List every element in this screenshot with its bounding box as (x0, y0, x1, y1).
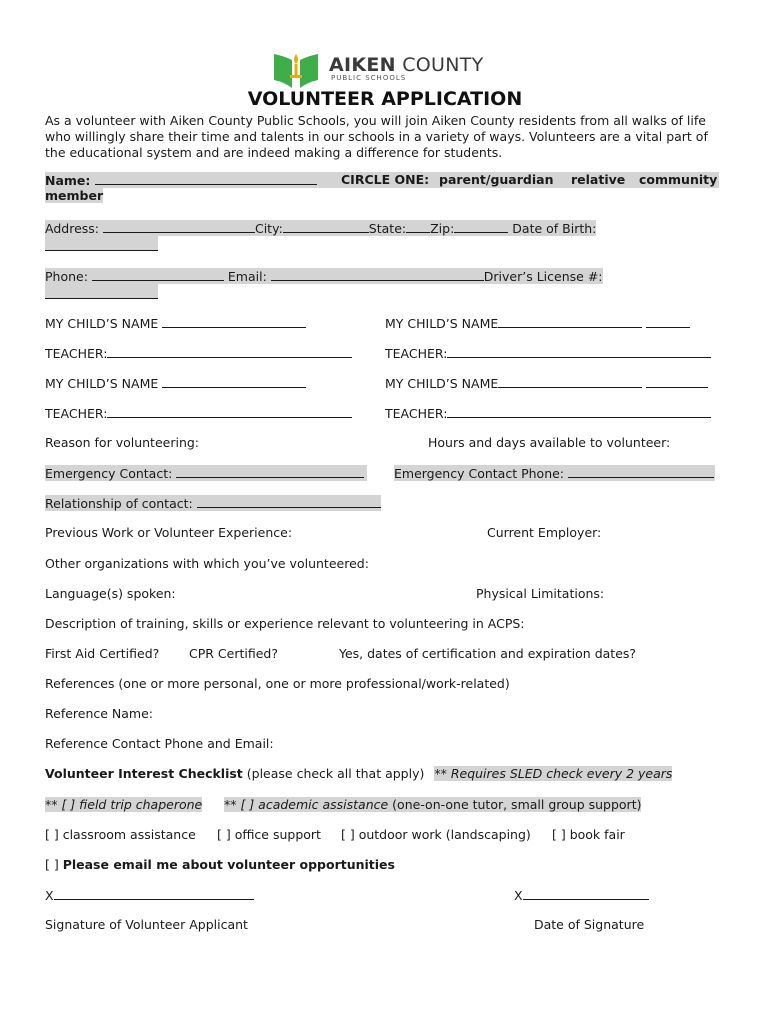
teacher-1: TEACHER: (45, 345, 352, 361)
checkbox-academic[interactable]: ** [ ] academic assistance (one-on-one tutor, small group support) (224, 797, 642, 812)
reason-label: Reason for volunteering: (45, 435, 200, 450)
option-member[interactable]: member (45, 188, 104, 203)
teacher-4-field[interactable] (447, 405, 711, 418)
teacher-2-field[interactable] (447, 345, 711, 358)
city-field[interactable] (283, 220, 369, 233)
checkbox-email-opportunities[interactable]: [ ] Please email me about volunteer opportunities (45, 857, 395, 872)
city-label: City: (254, 221, 283, 236)
email-field[interactable] (271, 268, 484, 281)
name-label: Name: (45, 173, 91, 188)
emergency-phone-field[interactable] (568, 465, 714, 478)
emergency-contact-row (45, 465, 367, 481)
dob-label: Date of Birth: (512, 221, 597, 236)
date-signature-label: Date of Signature (534, 917, 645, 932)
license-label: Driver’s License #: (483, 269, 603, 284)
checklist-instruction: (please check all that apply) (242, 766, 425, 781)
teacher-1-field[interactable] (107, 345, 352, 358)
zip-field[interactable] (454, 220, 508, 233)
applicant-signature-label: Signature of Volunteer Applicant (45, 917, 248, 932)
emergency-contact-label: Emergency Contact: (45, 466, 173, 481)
emergency-phone-row (394, 465, 715, 481)
child-name-3: MY CHILD’S NAME (45, 375, 306, 391)
state-field[interactable] (406, 220, 430, 233)
address-field[interactable] (103, 220, 255, 233)
name-field[interactable] (95, 172, 317, 185)
teacher-3-field[interactable] (107, 405, 352, 418)
email-label: Email: (227, 269, 267, 284)
aiken-county-logo-icon (270, 50, 330, 90)
logo-subtitle: PUBLIC SCHOOLS (331, 74, 407, 82)
state-label: State: (368, 221, 407, 236)
date-signature-line[interactable]: X (514, 887, 649, 903)
sled-note: ** Requires SLED check every 2 years (434, 766, 673, 781)
phone-row (45, 268, 603, 284)
cert-dates-label: Yes, dates of certification and expiration dates? (339, 646, 637, 661)
child-name-4-field[interactable] (498, 375, 642, 388)
address-label: Address: (45, 221, 99, 236)
cpr-label: CPR Certified? (189, 646, 278, 661)
checkbox-classroom[interactable]: [ ] classroom assistance (45, 827, 196, 842)
checkbox-outdoor[interactable]: [ ] outdoor work (landscaping) (341, 827, 531, 842)
training-label: Description of training, skills or experience relevant to volunteering in ACPS: (45, 616, 525, 631)
applicant-signature-line[interactable]: X (45, 887, 254, 903)
option-community[interactable]: community (639, 172, 718, 187)
zip-label: Zip: (430, 221, 455, 236)
dob-field[interactable] (45, 236, 158, 251)
relationship-field[interactable] (197, 495, 381, 508)
teacher-3: TEACHER: (45, 405, 352, 421)
checkbox-book-fair[interactable]: [ ] book fair (552, 827, 625, 842)
child-name-1-field[interactable] (162, 315, 306, 328)
teacher-4: TEACHER: (385, 405, 711, 421)
child-name-3-field[interactable] (162, 375, 306, 388)
phone-field[interactable] (92, 268, 224, 281)
child-name-2: MY CHILD’S NAME (385, 315, 690, 331)
emergency-contact-field[interactable] (176, 465, 364, 478)
languages-label: Language(s) spoken: (45, 586, 176, 601)
intro-paragraph: As a volunteer with Aiken County Public Schools, you will join Aiken County residents from all walks of life who willingly share their time and talents in our schools in a variety of ways. Volunteers are a vital part of the educational system and are indeed making a difference for students. (45, 113, 708, 160)
circle-one-label: CIRCLE ONE: (341, 172, 430, 187)
relationship-row (45, 495, 381, 511)
logo-wordmark: AIKEN COUNTY (329, 54, 484, 76)
page-title: VOLUNTEER APPLICATION (247, 88, 523, 110)
limitations-label: Physical Limitations: (476, 586, 605, 601)
option-parent-guardian[interactable]: parent/guardian (439, 172, 554, 187)
other-orgs-label: Other organizations with which you’ve volunteered: (45, 556, 369, 571)
phone-label: Phone: (45, 269, 88, 284)
name-row (45, 172, 719, 188)
hours-label: Hours and days available to volunteer: (428, 435, 671, 450)
child-name-2-extra[interactable] (646, 315, 690, 328)
references-label: References (one or more personal, one or more professional/work-related) (45, 676, 510, 691)
address-row (45, 220, 596, 236)
relationship-label: Relationship of contact: (45, 496, 193, 511)
checkbox-office[interactable]: [ ] office support (217, 827, 321, 842)
teacher-2: TEACHER: (385, 345, 711, 361)
child-name-4: MY CHILD’S NAME (385, 375, 708, 391)
child-name-1: MY CHILD’S NAME (45, 315, 306, 331)
license-field[interactable] (45, 284, 158, 299)
emergency-phone-label: Emergency Contact Phone: (394, 466, 565, 481)
checklist-title: Volunteer Interest Checklist (45, 766, 243, 781)
child-name-2-field[interactable] (498, 315, 642, 328)
reference-name-label: Reference Name: (45, 706, 154, 721)
previous-work-label: Previous Work or Volunteer Experience: (45, 525, 293, 540)
current-employer-label: Current Employer: (487, 525, 602, 540)
reference-contact-label: Reference Contact Phone and Email: (45, 736, 274, 751)
checkbox-field-trip[interactable]: ** [ ] field trip chaperone (45, 797, 203, 812)
first-aid-label: First Aid Certified? (45, 646, 160, 661)
option-relative[interactable]: relative (571, 172, 626, 187)
checklist-heading (45, 766, 672, 781)
child-name-4-extra[interactable] (646, 375, 708, 388)
